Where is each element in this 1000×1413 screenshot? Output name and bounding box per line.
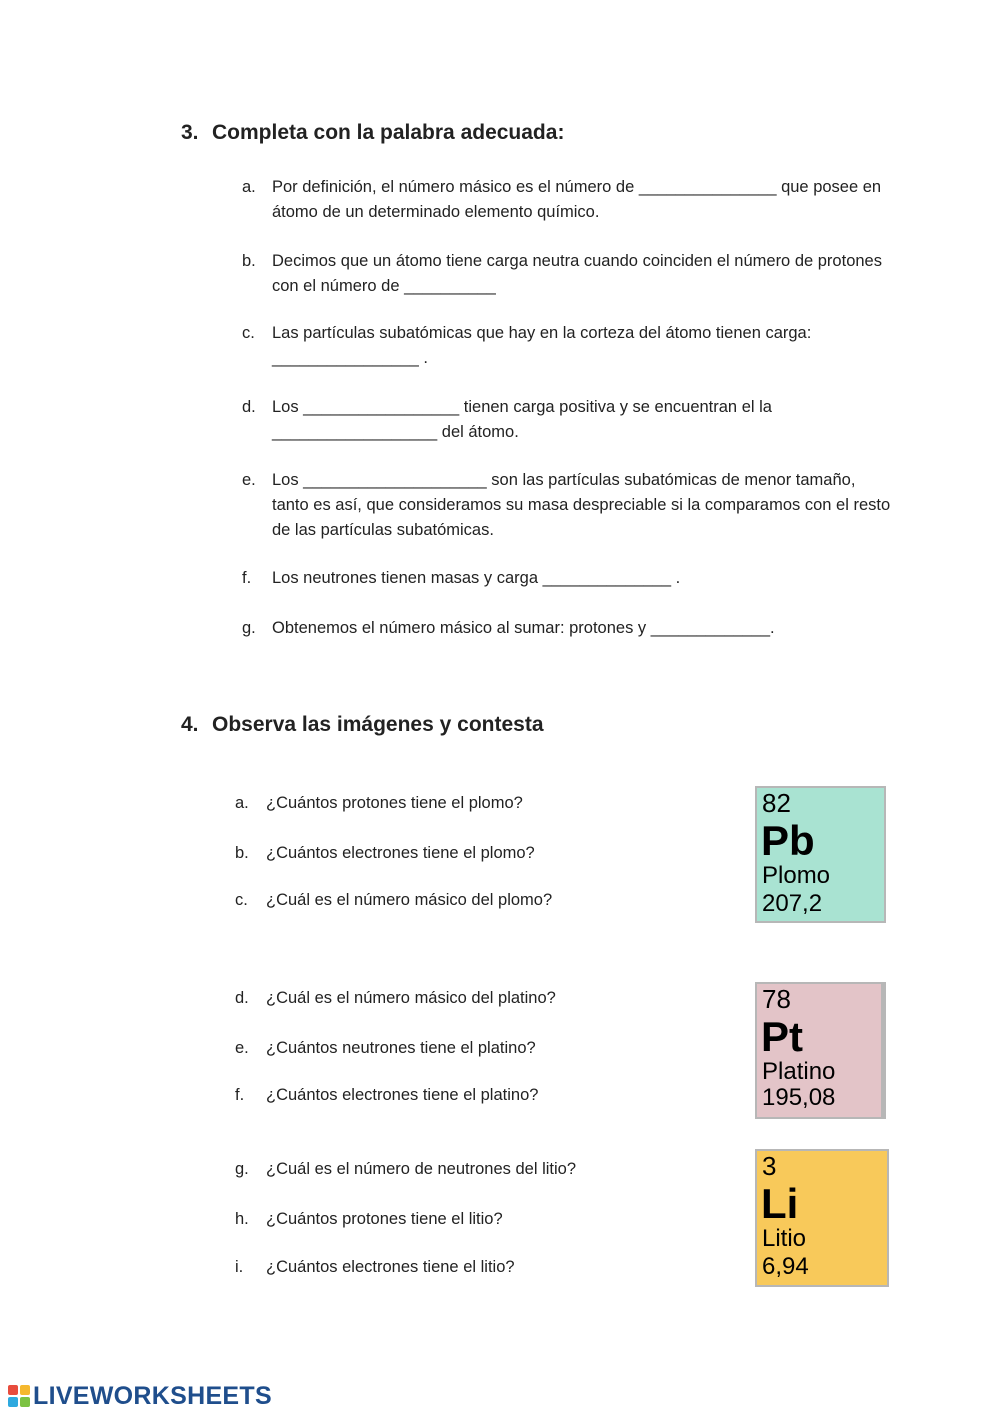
element-mass: 6,94 <box>762 1253 809 1280</box>
logo-icon <box>8 1385 30 1407</box>
item-letter: b. <box>235 844 249 862</box>
element-symbol: Pt <box>761 1013 803 1060</box>
question-4i <box>235 1255 515 1280</box>
question-4b <box>235 841 535 866</box>
element-mass: 195,08 <box>762 1084 836 1111</box>
item-text: ¿Cuántos protones tiene el litio? <box>266 1210 503 1228</box>
question-3f <box>242 566 892 591</box>
question-4f <box>235 1083 538 1108</box>
question-3d <box>242 395 892 445</box>
question-3a <box>242 175 892 225</box>
question-4d <box>235 986 556 1011</box>
item-text: Por definición, el número másico es el número de _______________ que posee en átomo de un determinado elemento químico. <box>272 178 882 221</box>
item-text: Los ____________________ son las partículas subatómicas de menor tamaño, tanto es así, que consideramos su masa despreciable si la comparamos con el resto de las partículas subatómicas. <box>272 471 891 539</box>
item-letter: i. <box>235 1258 244 1276</box>
element-tile-lead <box>755 786 886 923</box>
section-3-number: 3. <box>181 121 199 144</box>
element-name: Litio <box>762 1225 807 1252</box>
logo-square <box>20 1385 30 1395</box>
element-tile-lithium <box>755 1149 889 1287</box>
item-text: Los _________________ tienen carga positiva y se encuentran el la __________________ del átomo. <box>272 398 772 441</box>
element-symbol: Li <box>761 1180 799 1227</box>
item-letter: f. <box>235 1086 245 1104</box>
item-letter: a. <box>235 794 249 812</box>
item-letter: b. <box>242 252 256 270</box>
item-text: Los neutrones tienen masas y carga ______________ . <box>272 569 681 587</box>
liveworksheets-logo <box>8 1382 272 1410</box>
element-tile-platinum <box>755 982 886 1119</box>
section-4-number: 4. <box>181 713 199 736</box>
question-4h <box>235 1207 503 1232</box>
item-letter: c. <box>235 891 248 909</box>
section-3-title <box>181 121 564 145</box>
item-letter: g. <box>242 619 256 637</box>
question-3g <box>242 616 892 641</box>
element-name: Plomo <box>762 862 831 889</box>
question-4c <box>235 888 552 913</box>
item-letter: g. <box>235 1160 249 1178</box>
item-text: Decimos que un átomo tiene carga neutra cuando coinciden el número de protones con el número de __________ <box>272 252 882 295</box>
element-mass: 207,2 <box>762 890 823 917</box>
section-3-title-text: Completa con la palabra adecuada: <box>212 121 565 144</box>
item-text: ¿Cuál es el número másico del plomo? <box>266 891 553 909</box>
item-letter: d. <box>242 398 256 416</box>
element-symbol: Pb <box>761 817 815 864</box>
question-4e <box>235 1036 536 1061</box>
item-letter: e. <box>235 1039 249 1057</box>
item-letter: e. <box>242 471 256 489</box>
logo-square <box>20 1397 30 1407</box>
item-text: ¿Cuántos electrones tiene el litio? <box>266 1258 515 1276</box>
section-4-title <box>181 713 544 737</box>
item-letter: f. <box>242 569 252 587</box>
element-atomic-number: 78 <box>762 984 791 1014</box>
item-text: ¿Cuántos neutrones tiene el platino? <box>266 1039 536 1057</box>
item-letter: a. <box>242 178 256 196</box>
item-text: ¿Cuántos electrones tiene el plomo? <box>266 844 535 862</box>
question-3b <box>242 249 892 299</box>
element-atomic-number: 3 <box>762 1151 777 1181</box>
logo-text: LIVEWORKSHEETS <box>33 1381 272 1410</box>
question-4g <box>235 1157 576 1182</box>
element-name: Platino <box>762 1058 836 1085</box>
question-4a <box>235 791 523 816</box>
item-text: ¿Cuántos protones tiene el plomo? <box>266 794 523 812</box>
element-atomic-number: 82 <box>762 788 791 818</box>
item-letter: h. <box>235 1210 249 1228</box>
item-text: ¿Cuál es el número de neutrones del litio? <box>266 1160 577 1178</box>
question-3c <box>242 321 892 371</box>
item-text: Obtenemos el número másico al sumar: protones y _____________. <box>272 619 775 637</box>
item-letter: c. <box>242 324 255 342</box>
section-4-title-text: Observa las imágenes y contesta <box>212 713 544 736</box>
item-text: Las partículas subatómicas que hay en la corteza del átomo tienen carga: ________________ . <box>272 324 812 367</box>
logo-square <box>8 1397 18 1407</box>
item-letter: d. <box>235 989 249 1007</box>
item-text: ¿Cuántos electrones tiene el platino? <box>266 1086 539 1104</box>
logo-square <box>8 1385 18 1395</box>
question-3e <box>242 468 892 543</box>
item-text: ¿Cuál es el número másico del platino? <box>266 989 556 1007</box>
